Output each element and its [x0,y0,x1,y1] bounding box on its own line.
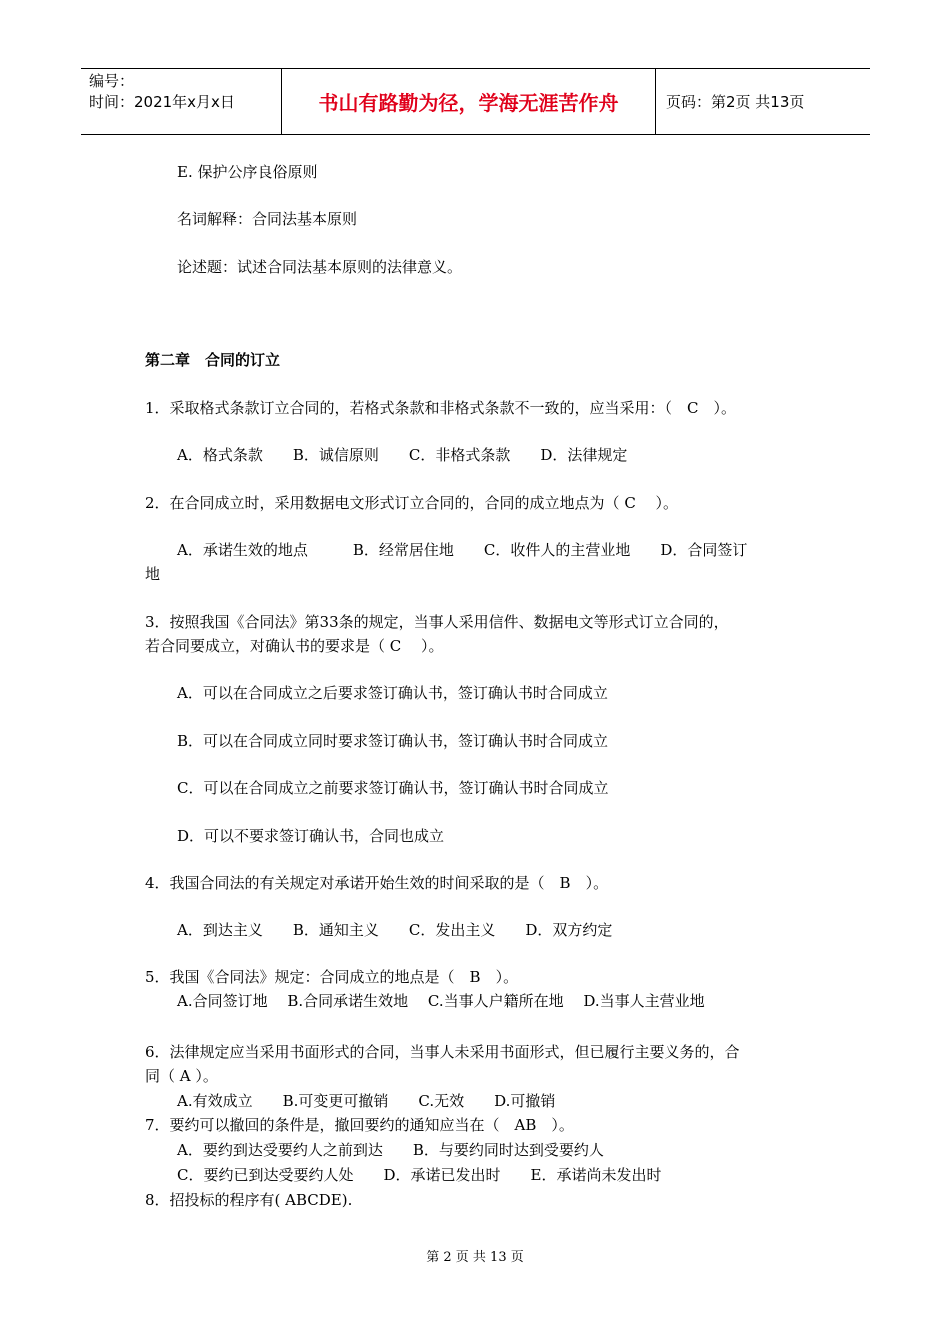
time-label: 时间：2021年x月x日 [89,93,235,111]
question-2-options-cont: 地 [145,565,161,583]
question-1-options: A．格式条款 B．诚信原则 C．非格式条款 D．法律规定 [177,446,628,464]
option-e-line: E. 保护公序良俗原则 [177,163,318,181]
question-7-options-2: C．要约已到达受要约人处 D．承诺已发出时 E．承诺尚未发出时 [177,1166,662,1184]
question-5: 5．我国《合同法》规定：合同成立的地点是（ B ）。 [145,968,519,986]
question-6-options: A.有效成立 B.可变更可撤销 C.无效 D.可撤销 [177,1092,556,1110]
question-5-options: A.合同签订地 B.合同承诺生效地 C.当事人户籍所在地 D.当事人主营业地 [177,992,705,1010]
question-2-options: A．承诺生效的地点 B．经常居住地 C．收件人的主营业地 D．合同签订 [177,541,748,559]
question-3-line-2: 若合同要成立，对确认书的要求是（ C ）。 [145,637,444,655]
question-4-options: A．到达主义 B．通知主义 C．发出主义 D．双方约定 [177,921,613,939]
question-6-line-2: 同（ A ）。 [145,1067,218,1085]
question-3-option-c: C．可以在合同成立之前要求签订确认书，签订确认书时合同成立 [177,779,609,797]
question-7: 7．要约可以撤回的条件是，撤回要约的通知应当在（ AB ）。 [145,1116,574,1134]
question-7-options-1: A．要约到达受要约人之前到达 B．与要约同时达到受要约人 [177,1141,604,1159]
header-motto: 书山有路勤为径，学海无涯苦作舟 [282,69,656,134]
header-page-label: 页码：第2页 共13页 [666,93,805,111]
question-3-option-b: B．可以在合同成立同时要求签订确认书，签订确认书时合同成立 [177,732,609,750]
question-3-option-d: D．可以不要求签订确认书，合同也成立 [177,827,445,845]
essay-question-line: 论述题：试述合同法基本原则的法律意义。 [177,258,463,276]
page-footer: 第 2 页 共 13 页 [426,1250,524,1265]
question-3-option-a: A．可以在合同成立之后要求签订确认书，签订确认书时合同成立 [177,684,608,702]
page-header [81,68,870,135]
question-4: 4．我国合同法的有关规定对承诺开始生效的时间采取的是（ B ）。 [145,874,609,892]
question-8: 8．招投标的程序有( ABCDE). [145,1191,353,1209]
number-label: 编号： [89,72,135,90]
header-meta [81,69,282,134]
term-explanation-line: 名词解释：合同法基本原则 [177,210,358,228]
question-2: 2．在合同成立时，采用数据电文形式订立合同的，合同的成立地点为（ C ）。 [145,494,679,512]
question-3-line-1: 3．按照我国《合同法》第33条的规定，当事人采用信件、数据电文等形式订立合同的， [145,613,729,631]
chapter-title: 第二章 合同的订立 [145,351,281,369]
question-1: 1．采取格式条款订立合同的，若格式条款和非格式条款不一致的，应当采用：（ C ）。 [145,399,737,417]
question-6-line-1: 6．法律规定应当采用书面形式的合同，当事人未采用书面形式，但已履行主要义务的，合 [145,1043,740,1061]
